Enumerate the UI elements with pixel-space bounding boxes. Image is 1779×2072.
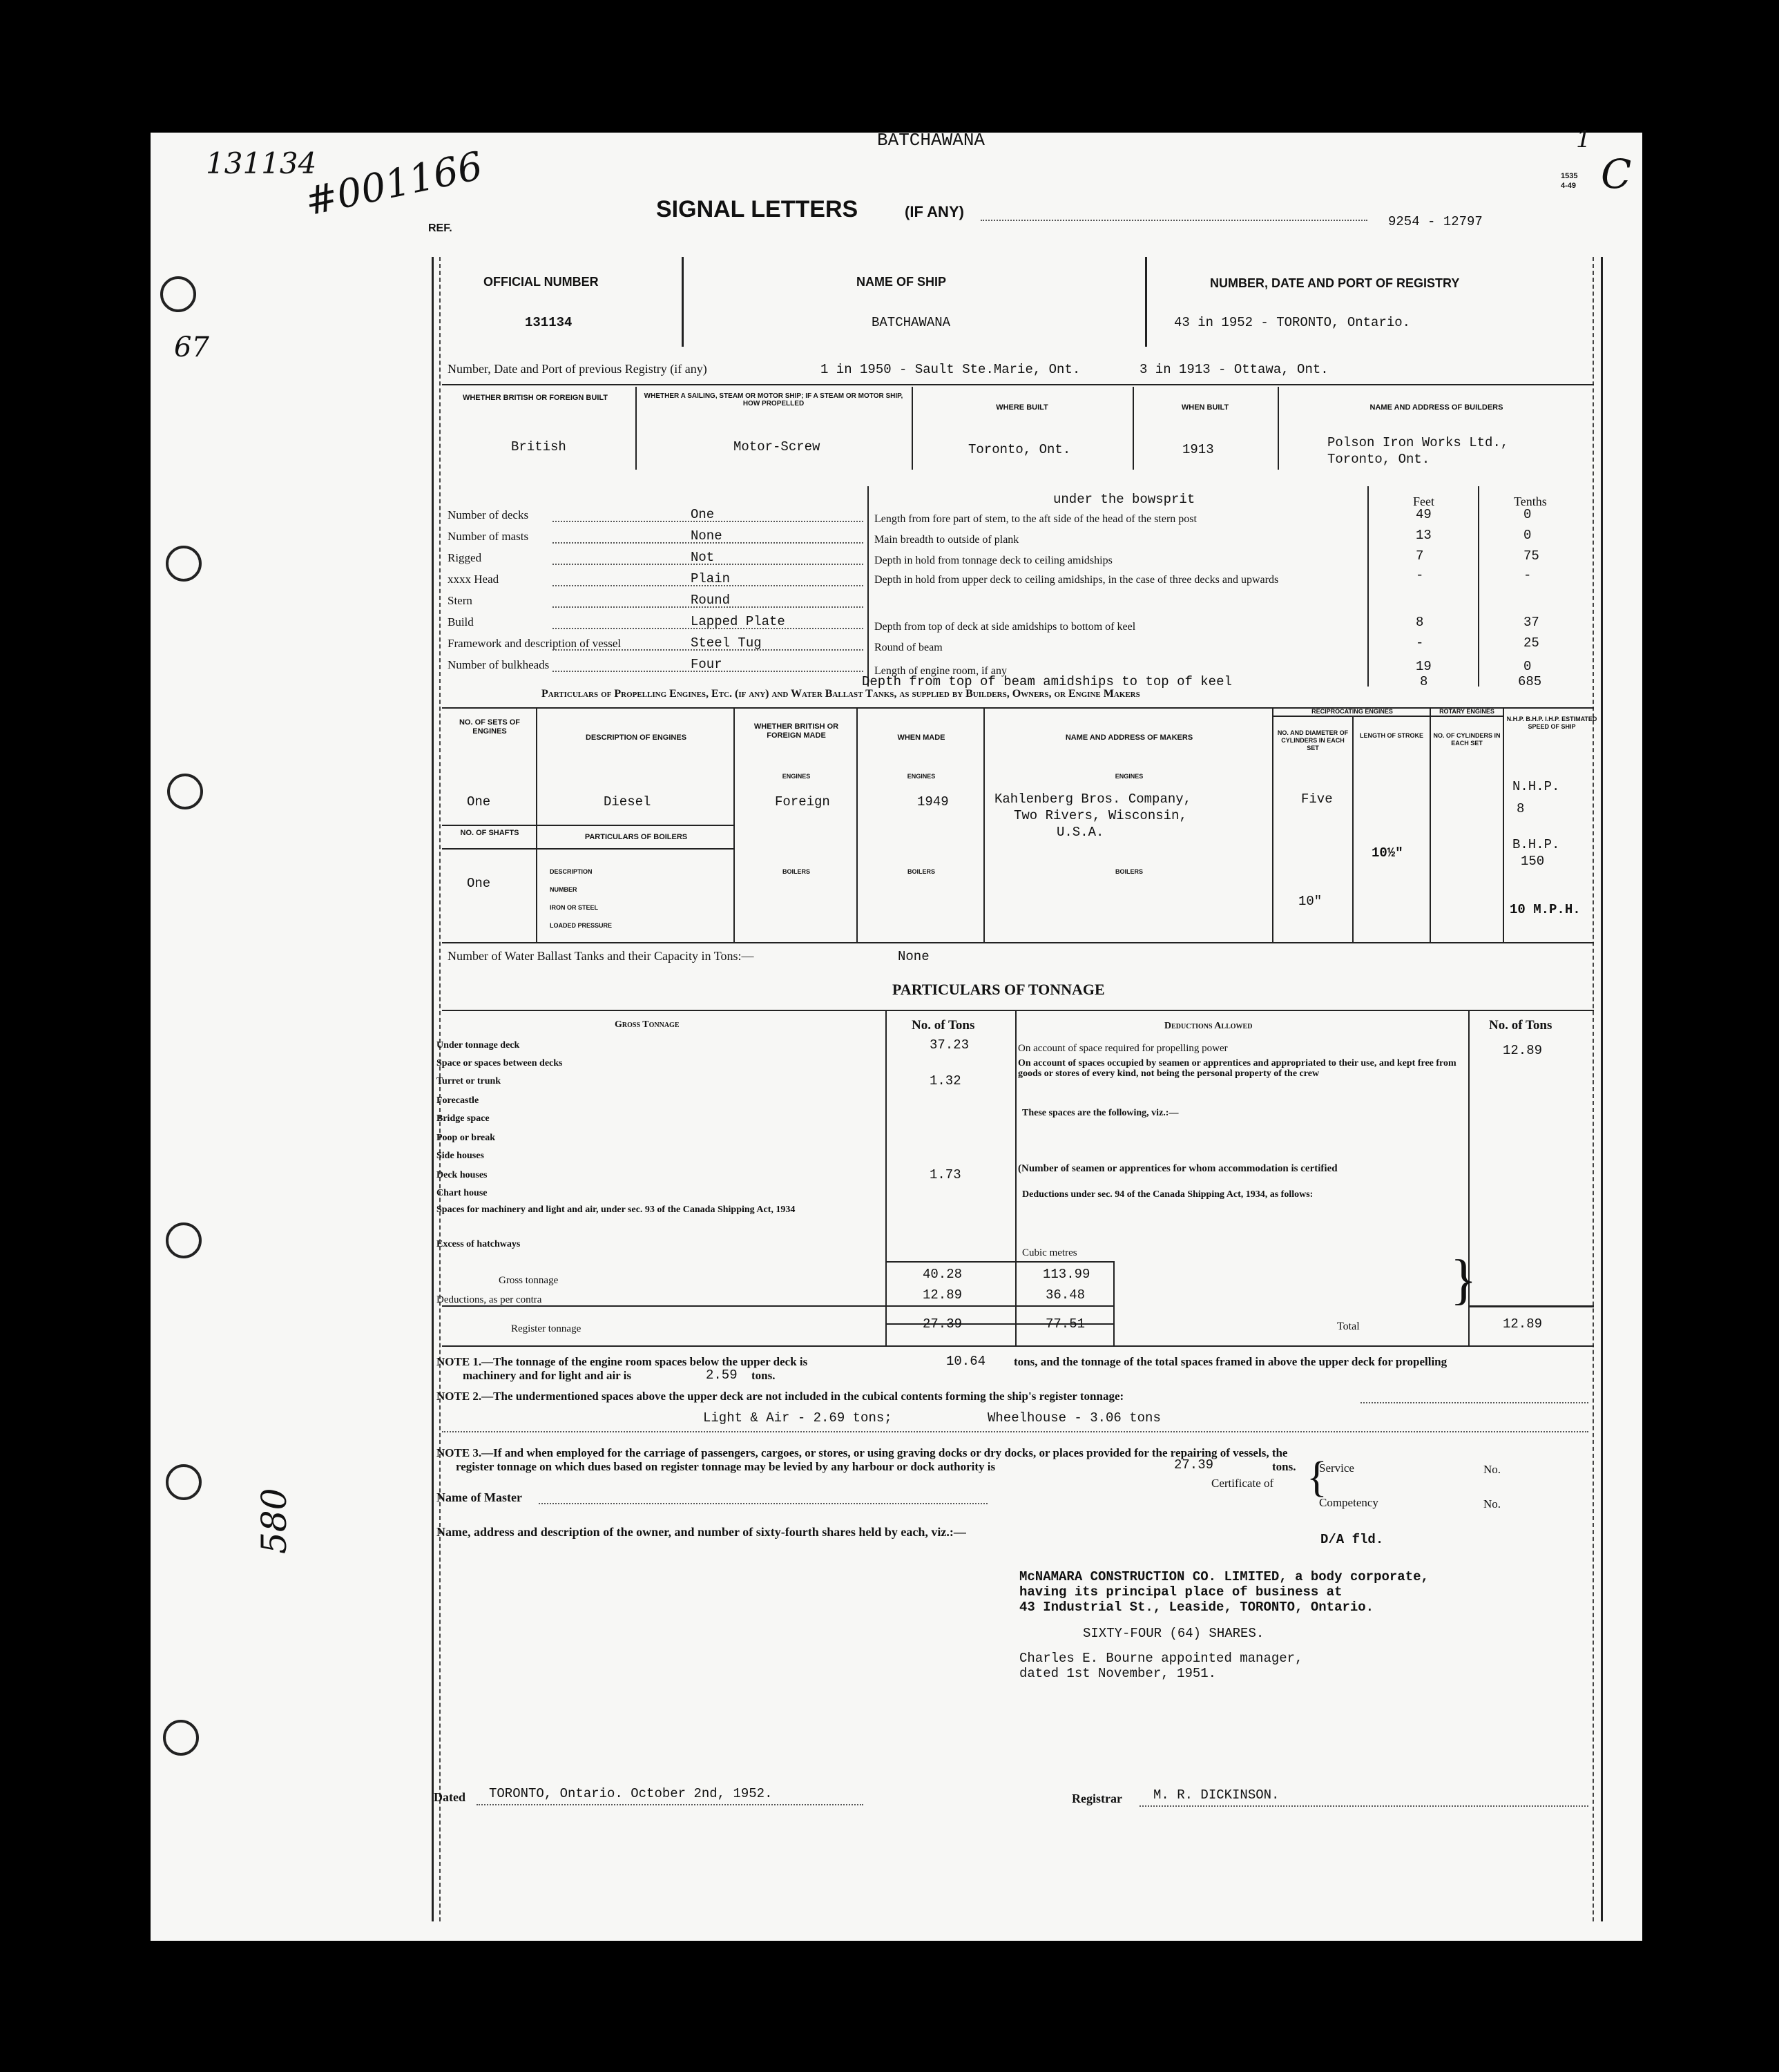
divider xyxy=(442,1305,1115,1307)
col-hp-label: N.H.P. B.H.P. I.H.P. ESTIMATED SPEED OF SHIP xyxy=(1506,716,1597,730)
engine-cylinders: Five xyxy=(1301,792,1333,807)
previous-registry-label: Number, Date and Port of previous Registry (if any) xyxy=(448,362,707,376)
official-number-label: OFFICIAL NUMBER xyxy=(483,275,599,289)
deduction-sec94: Deductions under sec. 94 of the Canada Shipping Act, 1934, as follows: xyxy=(1022,1189,1314,1200)
signal-letters-label: SIGNAL LETTERS xyxy=(656,196,858,222)
gross-row-value: 37.23 xyxy=(930,1037,970,1053)
bowsprit-note: under the bowsprit xyxy=(1053,492,1195,507)
divider xyxy=(1015,1010,1017,1347)
divider xyxy=(885,1261,1115,1263)
estimated-speed: 10 M.P.H. xyxy=(1510,902,1581,917)
owners-label: Name, address and description of the owner, and number of sixty-fourth shares held by each, viz.:— xyxy=(436,1525,966,1539)
deduction-propelling: On account of space required for propelling power xyxy=(1018,1043,1228,1054)
engine-bore: 10" xyxy=(1298,894,1323,909)
gross-tonnage-value: 40.28 xyxy=(923,1267,963,1282)
typed-extra-dimension: Depth from top of beam amidships to top of keel xyxy=(862,674,1232,689)
gross-row-label: Deck houses xyxy=(436,1170,488,1180)
divider xyxy=(442,848,733,850)
note1-part-d: tons. xyxy=(751,1369,776,1382)
shafts-value: One xyxy=(467,876,491,891)
typed-extra-feet: 8 xyxy=(1420,674,1428,689)
register-cubic-value: 77.51 xyxy=(1046,1316,1086,1332)
dimension-label: Depth in hold from upper deck to ceiling amidships, in the case of three decks and upwards xyxy=(874,574,1279,586)
sub-engines-label: ENGINES xyxy=(907,773,936,780)
side-stamp: 580 xyxy=(254,1488,294,1554)
official-number-value: 131134 xyxy=(525,315,573,330)
particular-label: Number of decks xyxy=(448,508,529,521)
sub-engines-label: ENGINES xyxy=(782,773,811,780)
divider xyxy=(635,387,637,470)
dimension-feet: - xyxy=(1416,568,1424,583)
divider xyxy=(1113,1261,1115,1347)
note1-engine-value: 10.64 xyxy=(946,1354,986,1369)
note3-part-b: register tonnage on which dues based on register tonnage may be levied by any harbour or dock authority is xyxy=(456,1460,996,1473)
service-no-label: No. xyxy=(1483,1463,1501,1476)
gross-row-label: Space or spaces between decks xyxy=(436,1058,563,1068)
bhp-label: B.H.P. xyxy=(1512,837,1560,852)
gross-row-label: Under tonnage deck xyxy=(436,1040,520,1051)
previous-registry-1: 1 in 1950 - Sault Ste.Marie, Ont. xyxy=(820,362,1081,377)
particular-value: Plain xyxy=(691,571,731,586)
engine-description: Diesel xyxy=(604,794,651,809)
dimension-tenths: - xyxy=(1523,568,1532,583)
note1-part-b: tons, and the tonnage of the total spaces framed in above the upper deck for propelling xyxy=(1014,1355,1448,1368)
col-cylinders-label: NO. AND DIAMETER OF CYLINDERS IN EACH SET xyxy=(1277,729,1349,751)
recip-label: RECIPROCATING ENGINES xyxy=(1311,708,1393,715)
registrar-value: M. R. DICKINSON. xyxy=(1153,1787,1280,1803)
gross-row-value: 1.73 xyxy=(930,1167,961,1182)
note2-line xyxy=(1360,1402,1588,1403)
engine-makers-1: Kahlenberg Bros. Company, xyxy=(994,792,1192,807)
divider xyxy=(1367,486,1369,687)
frame-left xyxy=(432,257,434,1921)
divider xyxy=(885,1010,887,1347)
dimension-tenths: 25 xyxy=(1523,635,1539,651)
dimension-feet: 13 xyxy=(1416,528,1432,543)
particular-label: Number of bulkheads xyxy=(448,658,550,671)
dated-value: TORONTO, Ontario. October 2nd, 1952. xyxy=(489,1786,773,1801)
gross-row-label: Excess of hatchways xyxy=(436,1239,521,1249)
sub-engines-label: ENGINES xyxy=(1115,773,1144,780)
divider xyxy=(1468,1305,1594,1307)
owner-line-5: Charles E. Bourne appointed manager, xyxy=(1019,1651,1303,1666)
file-number-handwritten: #001166 xyxy=(301,143,487,225)
divider xyxy=(442,1345,1594,1347)
punch-hole xyxy=(166,546,202,582)
note1-part-c: machinery and for light and air is xyxy=(463,1369,632,1382)
particular-label: Stern xyxy=(448,594,472,607)
signal-letters-sub: (IF ANY) xyxy=(905,203,964,220)
dimension-label: Depth from top of deck at side amidships to bottom of keel xyxy=(874,621,1136,633)
divider xyxy=(442,825,733,826)
british-built-value: British xyxy=(511,439,566,454)
when-built-label: WHEN BUILT xyxy=(1181,403,1229,412)
cubic-metres-label: Cubic metres xyxy=(1022,1247,1077,1258)
boilers-label: PARTICULARS OF BOILERS xyxy=(584,833,688,841)
divider xyxy=(1278,387,1279,470)
particular-value: One xyxy=(691,507,715,522)
builders-label: NAME AND ADDRESS OF BUILDERS xyxy=(1369,403,1503,412)
registrar-label: Registrar xyxy=(1072,1792,1122,1805)
engine-makers-2: Two Rivers, Wisconsin, xyxy=(1014,808,1187,823)
page-number: 1 xyxy=(1576,126,1591,153)
signal-letters-value: 9254 - 12797 xyxy=(1388,214,1483,229)
divider xyxy=(1272,707,1273,942)
master-label: Name of Master xyxy=(436,1490,522,1504)
engines-section-title: Particulars of Propelling Engines, Etc. (if any) and Water Ballast Tanks, as supplied by Builders, Owners, or Engine Makers xyxy=(541,688,1140,700)
col-rotary-label: NO. OF CYLINDERS IN EACH SET xyxy=(1433,732,1501,747)
boiler-row-label: IRON OR STEEL xyxy=(550,904,599,911)
boiler-row-label: LOADED PRESSURE xyxy=(550,922,613,929)
gross-row-label: Bridge space xyxy=(436,1113,490,1124)
tenths-label: Tenths xyxy=(1514,495,1547,508)
engine-origin: Foreign xyxy=(775,794,830,809)
divider xyxy=(867,486,869,687)
signal-letters-line xyxy=(981,220,1367,221)
port-of-registry-value: 43 in 1952 - TORONTO, Ontario. xyxy=(1174,315,1411,330)
punch-hole xyxy=(163,1720,199,1756)
dimension-feet: 19 xyxy=(1416,659,1432,674)
name-of-ship-value: BATCHAWANA xyxy=(872,315,951,330)
dimension-label: Round of beam xyxy=(874,642,943,653)
ballast-label: Number of Water Ballast Tanks and their Capacity in Tons:— xyxy=(448,949,754,963)
dimension-tenths: 0 xyxy=(1523,507,1532,522)
col-stroke-label: LENGTH OF STROKE xyxy=(1360,732,1423,739)
deductions-contra-value: 12.89 xyxy=(923,1287,963,1303)
owner-line-3: 43 Industrial St., Leaside, TORONTO, Ontario. xyxy=(1019,1600,1374,1615)
note2-value-1: Light & Air - 2.69 tons; xyxy=(703,1410,892,1426)
divider xyxy=(1352,716,1354,942)
feet-label: Feet xyxy=(1413,495,1434,508)
particular-label: Framework and description of vessel xyxy=(448,637,622,650)
gross-row-label: Forecastle xyxy=(436,1095,479,1106)
dimension-feet: - xyxy=(1416,635,1424,651)
where-built-label: WHERE BUILT xyxy=(996,403,1048,412)
total-label: Total xyxy=(1337,1321,1360,1332)
sub-boilers-label: BOILERS xyxy=(907,868,935,875)
builders-line-2: Toronto, Ont. xyxy=(1327,452,1430,467)
divider xyxy=(442,1010,1594,1011)
particular-label: Number of masts xyxy=(448,530,529,543)
note2-value-2: Wheelhouse - 3.06 tons xyxy=(988,1410,1161,1426)
sub-boilers-label: BOILERS xyxy=(1115,868,1143,875)
dimension-label: Length of engine room, if any xyxy=(874,665,1007,677)
previous-registry-2: 3 in 1913 - Ottawa, Ont. xyxy=(1139,362,1329,377)
dimension-tenths: 0 xyxy=(1523,659,1532,674)
dimension-tenths: 0 xyxy=(1523,528,1532,543)
typed-extra-tenths: 685 xyxy=(1518,674,1542,689)
bhp-value: 150 xyxy=(1521,854,1545,869)
note3-part-c: tons. xyxy=(1272,1460,1296,1473)
margin-number: 67 xyxy=(174,332,209,363)
brace-icon: } xyxy=(1450,1249,1477,1310)
particular-label: Build xyxy=(448,615,474,629)
particular-label: xxxx Head xyxy=(448,573,499,586)
registrar-line xyxy=(1139,1805,1588,1807)
port-of-registry-label: NUMBER, DATE AND PORT OF REGISTRY xyxy=(1210,276,1460,290)
form-code: 1535 4-49 xyxy=(1561,172,1578,190)
dated-label: Dated xyxy=(434,1790,465,1804)
frame-right-dashed xyxy=(1593,257,1594,1921)
punch-hole xyxy=(166,1464,202,1500)
owner-line-2: having its principal place of business at xyxy=(1019,1584,1343,1600)
shafts-label: NO. OF SHAFTS xyxy=(460,829,519,837)
gross-row-label: Side houses xyxy=(436,1151,484,1161)
dimension-tenths: 75 xyxy=(1523,548,1539,564)
particular-label: Rigged xyxy=(448,551,482,564)
dimension-feet: 49 xyxy=(1416,507,1432,522)
punch-hole xyxy=(167,774,203,809)
gross-row-value: 1.32 xyxy=(930,1073,961,1088)
owner-line-4: SIXTY-FOUR (64) SHARES. xyxy=(1083,1626,1264,1641)
divider xyxy=(983,707,985,942)
gross-cubic-value: 113.99 xyxy=(1043,1267,1090,1282)
owner-line-1: McNAMARA CONSTRUCTION CO. LIMITED, a body corporate, xyxy=(1019,1569,1429,1584)
col-desc-label: DESCRIPTION OF ENGINES xyxy=(585,733,687,742)
frame-right xyxy=(1601,257,1603,1921)
col-sets-label: NO. OF SETS OF ENGINES xyxy=(459,718,520,736)
dimension-label: Depth in hold from tonnage deck to ceiling amidships xyxy=(874,555,1113,566)
frame-left-dashed xyxy=(439,257,441,1921)
ref-label: REF. xyxy=(428,222,452,234)
official-number-handwritten: 131134 xyxy=(206,146,317,180)
sailing-steam-value: Motor-Screw xyxy=(733,439,820,454)
divider xyxy=(1133,387,1134,470)
gross-row-label: Chart house xyxy=(436,1188,488,1198)
corner-mark: C xyxy=(1601,151,1632,198)
dated-line xyxy=(477,1804,863,1805)
divider xyxy=(1145,257,1147,347)
dimension-tenths: 37 xyxy=(1523,615,1539,630)
owner-line-6: dated 1st November, 1951. xyxy=(1019,1666,1217,1681)
deduction-crew: On account of spaces occupied by seamen or apprentices and appropriated to their use, and kept free from goods or stores of every kind, not being the personal property of the crew xyxy=(1018,1058,1456,1079)
boiler-row-label: NUMBER xyxy=(550,886,577,893)
register-tonnage-label: Register tonnage xyxy=(511,1323,581,1334)
competency-no-label: No. xyxy=(1483,1497,1501,1510)
particular-value: Four xyxy=(691,657,722,672)
tonnage-title: PARTICULARS OF TONNAGE xyxy=(892,981,1105,998)
particular-value: None xyxy=(691,528,722,544)
deduction-propelling-value: 12.89 xyxy=(1503,1043,1543,1058)
particular-value: Not xyxy=(691,550,715,565)
deduction-number: (Number of seamen or apprentices for whom accommodation is certified xyxy=(1018,1163,1338,1174)
deduction-following: These spaces are the following, viz.:— xyxy=(1022,1108,1179,1118)
total-value: 12.89 xyxy=(1503,1316,1543,1332)
divider xyxy=(912,387,913,470)
ship-name-top: BATCHAWANA xyxy=(877,130,985,151)
divider xyxy=(1478,486,1479,687)
divider xyxy=(1430,707,1431,942)
note1-light-air-value: 2.59 xyxy=(706,1368,738,1383)
register-tonnage-value: 27.39 xyxy=(923,1316,963,1332)
when-built-value: 1913 xyxy=(1182,442,1214,457)
dimension-feet: 7 xyxy=(1416,548,1424,564)
where-built-value: Toronto, Ont. xyxy=(968,442,1071,457)
engine-stroke: 10½" xyxy=(1372,845,1403,861)
engine-year: 1949 xyxy=(917,794,949,809)
name-of-ship-label: NAME OF SHIP xyxy=(856,275,947,289)
note1-part-a: NOTE 1.—The tonnage of the engine room spaces below the upper deck is xyxy=(436,1355,808,1368)
sub-boilers-label: BOILERS xyxy=(782,868,810,875)
builders-line-1: Polson Iron Works Ltd., xyxy=(1327,435,1509,450)
particular-value: Steel Tug xyxy=(691,635,762,651)
engine-makers-3: U.S.A. xyxy=(1057,825,1104,840)
no-of-tons-label: No. of Tons xyxy=(912,1018,975,1033)
punch-hole xyxy=(166,1222,202,1258)
divider xyxy=(856,707,858,942)
competency-label: Competency xyxy=(1319,1496,1378,1509)
gross-tonnage-label: Gross Tonnage xyxy=(615,1019,680,1030)
punch-hole xyxy=(160,276,196,312)
note2: NOTE 2.—The undermentioned spaces above the upper deck are not included in the cubical contents forming the ship's register tonnage: xyxy=(436,1390,1124,1403)
particular-value: Round xyxy=(691,593,731,608)
certificate-label: Certificate of xyxy=(1211,1477,1274,1490)
gross-row-label: Poop or break xyxy=(436,1133,496,1143)
master-line xyxy=(539,1503,988,1504)
ballast-value: None xyxy=(898,949,930,964)
note2-line xyxy=(442,1431,1588,1432)
gross-row-label: Turret or trunk xyxy=(436,1076,501,1086)
engine-sets: One xyxy=(467,794,491,809)
col-when-label: WHEN MADE xyxy=(897,733,945,742)
nhp-value: 8 xyxy=(1517,801,1525,816)
dimension-feet: 8 xyxy=(1416,615,1424,630)
divider xyxy=(442,384,1594,385)
dimension-label: Main breadth to outside of plank xyxy=(874,534,1019,546)
deduct-tons-label: No. of Tons xyxy=(1489,1018,1552,1033)
sailing-steam-label: WHETHER A SAILING, STEAM OR MOTOR SHIP; IF A STEAM OR MOTOR SHIP, HOW PROPELLED xyxy=(644,392,903,407)
gross-tonnage-row-label: Gross tonnage xyxy=(499,1275,559,1286)
particular-value: Lapped Plate xyxy=(691,614,785,629)
nhp-label: N.H.P. xyxy=(1512,779,1560,794)
service-label: Service xyxy=(1319,1461,1354,1475)
brace-icon: { xyxy=(1307,1454,1327,1501)
deductions-contra-label: Deductions, as per contra xyxy=(436,1294,542,1305)
rotary-label: ROTARY ENGINES xyxy=(1439,708,1494,715)
divider xyxy=(442,942,1594,943)
british-built-label: WHETHER BRITISH OR FOREIGN BUILT xyxy=(462,394,608,402)
divider xyxy=(682,257,684,347)
note3-part-a: NOTE 3.—If and when employed for the carriage of passengers, cargoes, or stores, or using graving docks or dry docks, or places provided for the repairing of vessels, the xyxy=(436,1446,1288,1459)
divider xyxy=(733,707,735,942)
boiler-row-label: DESCRIPTION xyxy=(550,868,593,875)
divider xyxy=(1503,707,1504,942)
col-makers-label: NAME AND ADDRESS OF MAKERS xyxy=(1065,733,1193,742)
deductions-allowed-label: Deductions Allowed xyxy=(1164,1021,1253,1031)
gross-row-label: Spaces for machinery and light and air, under sec. 93 of the Canada Shipping Act, 1934 xyxy=(436,1205,796,1215)
dimension-label: Length from fore part of stem, to the aft side of the head of the stern post xyxy=(874,513,1197,525)
deductions-cubic-value: 36.48 xyxy=(1046,1287,1086,1303)
col-british-label: WHETHER BRITISH OR FOREIGN MADE xyxy=(753,722,839,740)
note3-value: 27.39 xyxy=(1174,1457,1214,1473)
da-filed: D/A fld. xyxy=(1320,1532,1384,1547)
